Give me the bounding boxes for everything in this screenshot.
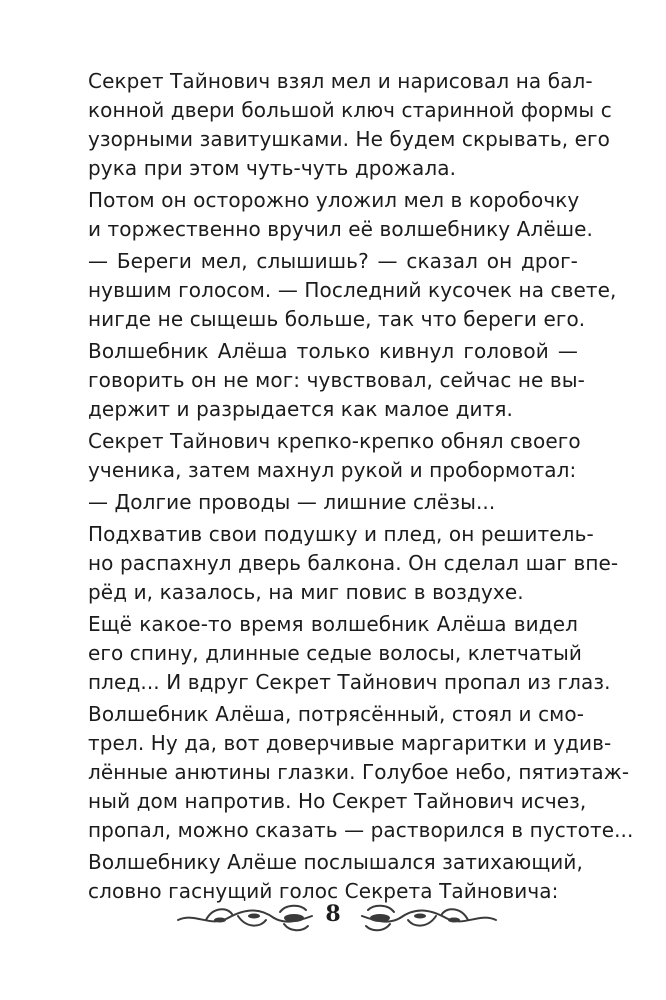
text-line: ученика, затем махнул рукой и пробормотал:	[88, 458, 577, 482]
text-line: Ещё какое-то время волшебник Алёша видел	[88, 612, 578, 636]
text-line: рука при этом чуть-чуть дрожала.	[88, 156, 457, 180]
text-line: нувшим голосом. — Последний кусочек на свете,	[88, 278, 617, 302]
text-line: Волшебник Алёша только кивнул головой —	[88, 339, 578, 363]
text-line: Волшебник Алёша, потрясённый, стоял и смо-	[88, 702, 585, 726]
text-line: говорить он не мог: чувствовал, сейчас не вы-	[88, 368, 585, 392]
text-line: нигде не сыщешь больше, так что береги его.	[88, 307, 586, 331]
text-line: но распахнул дверь балкона. Он сделал шаг впе-	[88, 551, 619, 575]
page-footer	[0, 898, 666, 938]
text-line: Волшебнику Алёше послышался затихающий,	[88, 850, 583, 874]
text-line: узорными завитушками. Не будем скрывать, его	[88, 127, 610, 151]
text-line: и торжественно вручил её волшебнику Алёше.	[88, 217, 594, 241]
text-line: Секрет Тайнович крепко-крепко обнял своего	[88, 429, 581, 453]
text-line: держит и разрыдается как малое дитя.	[88, 397, 513, 421]
text-line: словно гаснущий голос Секрета Тайновича:	[88, 879, 559, 903]
text-line: — Долгие проводы — лишние слёзы...	[88, 490, 496, 514]
text-line: конной двери большой ключ старинной формы с	[88, 98, 612, 122]
text-line: Подхватив свои подушку и плед, он решитель-	[88, 522, 594, 546]
text-line: трел. Ну да, вот доверчивые маргаритки и удив-	[88, 731, 612, 755]
text-line: Потом он осторожно уложил мел в коробочку	[88, 188, 580, 212]
page-number: 8	[325, 901, 341, 927]
flourish-ornament-icon	[176, 898, 316, 938]
text-line: его спину, длинные седые волосы, клетчатый	[88, 641, 582, 665]
text-line: плед... И вдруг Секрет Тайнович пропал из глаз.	[88, 670, 611, 694]
text-line: лённые анютины глазки. Голубое небо, пятиэтаж-	[88, 760, 630, 784]
text-line: — Береги мел, слышишь? — сказал он дрог-	[88, 249, 578, 273]
flourish-ornament-icon	[358, 898, 498, 938]
text-line: Секрет Тайнович взял мел и нарисовал на бал-	[88, 69, 593, 93]
text-line: пропал, можно сказать — растворился в пустоте...	[88, 818, 634, 842]
text-line: рёд и, казалось, на миг повис в воздухе.	[88, 580, 524, 604]
text-line: ный дом напротив. Но Секрет Тайнович исчез,	[88, 789, 587, 813]
